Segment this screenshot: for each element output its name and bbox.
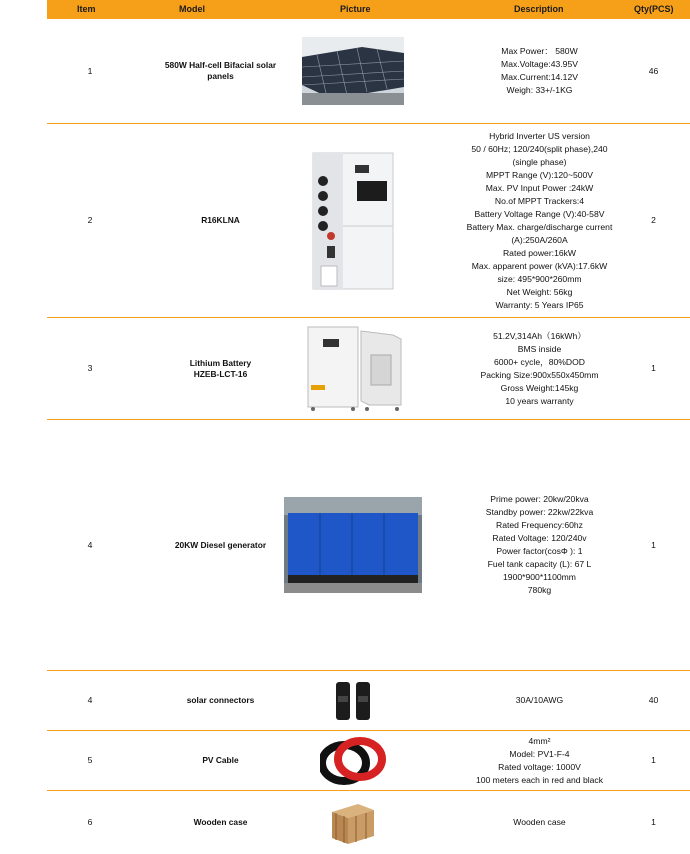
item-number: 5 <box>87 755 93 765</box>
qty-value: 1 <box>651 539 656 550</box>
table-row <box>47 124 690 318</box>
wooden-case-image <box>328 800 378 846</box>
model-name: PV Cable <box>202 755 239 765</box>
table-header <box>47 0 690 19</box>
item-number: 6 <box>87 817 93 827</box>
item-number: 3 <box>87 363 93 373</box>
model-name: R16KLNA <box>201 215 240 225</box>
table-row <box>47 731 690 791</box>
hybrid-inverter-image <box>311 151 395 291</box>
item-number: 4 <box>87 539 93 550</box>
model-name: 20KW Diesel generator <box>174 539 267 550</box>
table-row <box>47 671 690 731</box>
diesel-generator-image <box>284 497 422 593</box>
picture-cell <box>279 124 427 317</box>
qty-value: 1 <box>651 363 656 373</box>
table-row <box>47 420 690 671</box>
picture-cell <box>279 791 427 854</box>
description-cell: Wooden case <box>513 817 566 827</box>
table-row <box>47 19 690 124</box>
picture-cell <box>279 671 427 730</box>
qty-value: 46 <box>648 65 659 76</box>
pv-cable-image <box>320 735 386 787</box>
solar-panels-image <box>302 37 404 105</box>
picture-cell <box>279 420 427 670</box>
picture-cell <box>279 19 427 123</box>
picture-cell <box>279 731 427 790</box>
qty-value: 2 <box>651 215 656 225</box>
header-qty: Qty(PCS) <box>634 4 674 14</box>
description-cell: 30A/10AWG <box>515 695 564 705</box>
qty-value: 40 <box>648 695 659 705</box>
description-cell: 51.2V,314Ah（16kWh） BMS inside 6000+ cycle，80%DOD Packing Size:900x550x450mm Gross Weight:145kg 10 years warranty <box>480 330 599 406</box>
model-name: Wooden case <box>193 817 248 827</box>
model-name: solar connectors <box>186 695 255 705</box>
table-row <box>47 791 690 854</box>
header-description: Description <box>514 4 564 14</box>
item-number: 1 <box>87 65 93 76</box>
lithium-battery-image <box>303 325 403 413</box>
header-model: Model <box>179 4 205 14</box>
item-number: 4 <box>87 695 93 705</box>
description-cell: Prime power: 20kw/20kva Standby power: 22kw/22kva Rated Frequency:60hz Rated Voltage: 120/240v Power factor(cosΦ ): 1 Fuel tank capacity (L): 67 L 1900*900*1100mm 780kg <box>485 494 594 595</box>
qty-value: 1 <box>651 755 656 765</box>
model-name: Lithium Battery HZEB-LCT-16 <box>189 357 252 379</box>
header-item: Item <box>77 4 96 14</box>
picture-cell <box>279 318 427 419</box>
qty-value: 1 <box>651 817 656 827</box>
mc4-connectors-image <box>330 678 376 724</box>
description-cell: 4mm² Model: PV1-F-4 Rated voltage: 1000V 100 meters each in red and black <box>475 735 604 785</box>
description-cell: Hybrid Inverter US version 50 / 60Hz; 120/240(split phase),240 (single phase) MPPT Range (V):120~500V Max. PV Input Power :24kW No.of MPPT Trackers:4 Battery Voltage Range (V):40-58V Battery Max. charge/discharge current (A):250A/260A Rated power:16kW Max. apparent power (kVA):17.6kW size: 495*900*260mm Net Weight: 56kg Warranty: 5 Years IP65 <box>466 130 613 310</box>
header-picture: Picture <box>340 4 371 14</box>
item-number: 2 <box>87 215 93 225</box>
model-name: 580W Half-cell Bifacial solar panels <box>164 60 277 81</box>
table-row <box>47 318 690 420</box>
description-cell: Max Power： 580W Max.Voltage:43.95V Max.Current:14.12V Weigh: 33+/-1KG <box>501 46 578 95</box>
